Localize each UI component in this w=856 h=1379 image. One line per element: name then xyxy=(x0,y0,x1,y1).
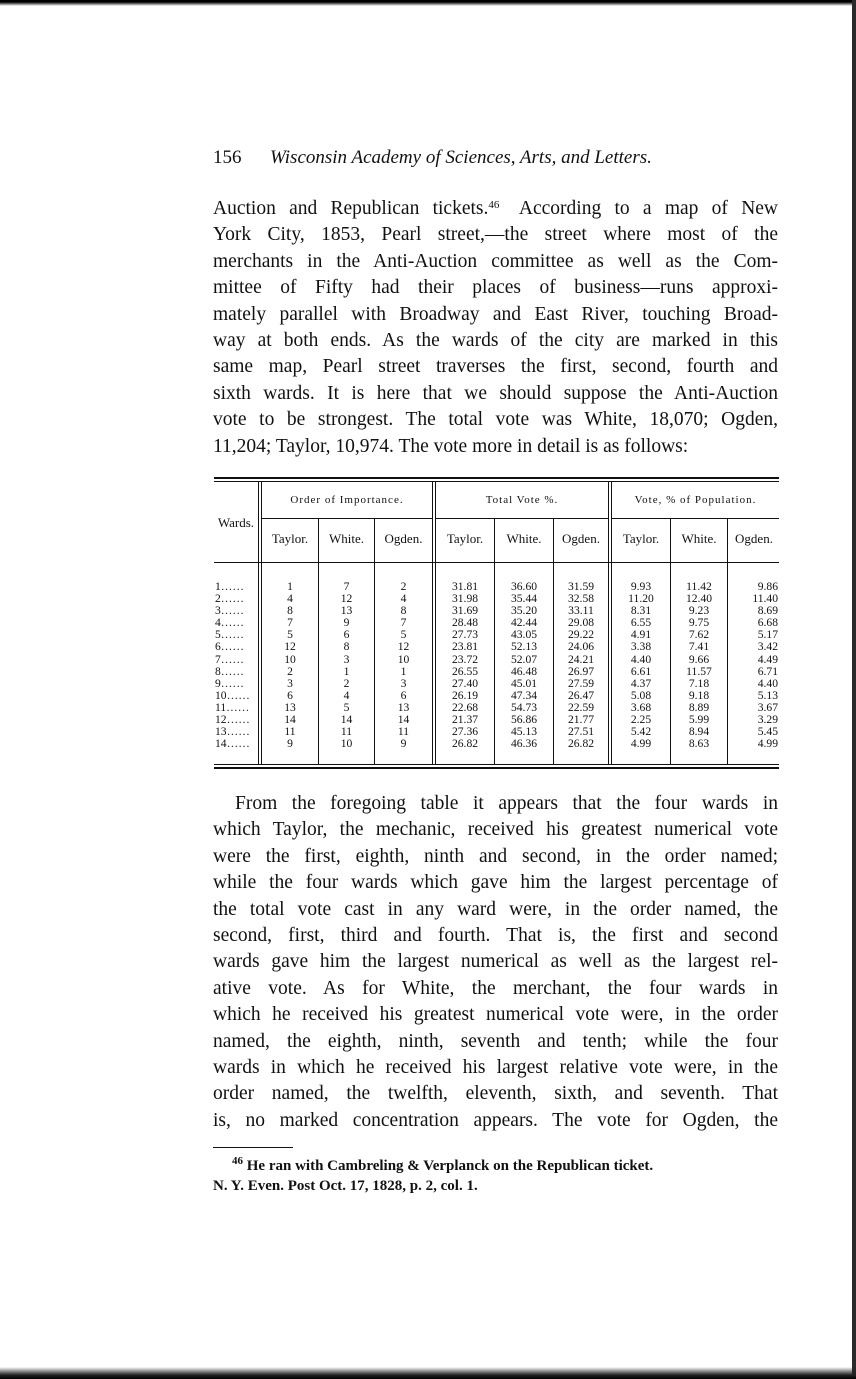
footnote-ref: 46 xyxy=(488,199,500,211)
text-line: same map, Pearl street traverses the first, second, fourth and xyxy=(213,356,778,378)
table-bottom-rule xyxy=(214,764,779,769)
column-order-ogden: 2 4 8 7 5 12 10 1 3 6 13 14 11 9 xyxy=(397,580,410,751)
scan-edge-bottom xyxy=(0,1367,856,1379)
footnote-number: 46 xyxy=(232,1155,243,1167)
text-line: while the four wards which gave him the largest percentage of xyxy=(213,872,778,894)
column-pop-taylor: 9.93 11.20 8.31 6.55 4.91 3.38 4.40 6.61 4.37 5.08 3.68 2.25 5.42 4.99 xyxy=(628,580,654,751)
text-line: which he received his greatest numerical vote were, in the order xyxy=(213,1004,778,1026)
column-order-white: 7 12 13 9 6 8 3 1 2 4 5 14 11 10 xyxy=(340,580,353,751)
subheader-cell: White. xyxy=(328,531,364,546)
subheader-cell: Ogden. xyxy=(562,531,600,546)
table-rule xyxy=(612,518,779,519)
footnote xyxy=(213,1155,780,1196)
footnote-rule xyxy=(213,1147,293,1148)
group-header-population: Vote, % of Population. xyxy=(634,494,757,506)
text-line: named, the eighth, ninth, seventh and tenth; while the four xyxy=(213,1030,778,1052)
footnote-line: He ran with Cambreling & Verplanck on the Republican ticket. xyxy=(246,1158,654,1174)
column-wards: 1…… 2…… 3…… 4…… 5…… 6…… 7…… 8…… 9…… 10…… 11…… 12…… 13…… 14…… xyxy=(215,580,250,751)
text-line: merchants in the Anti-Auction committee as well as the Com- xyxy=(213,250,778,272)
column-order-taylor: 1 4 8 7 5 12 10 2 3 6 13 14 11 9 xyxy=(284,580,296,751)
text-line: ative vote. As for White, the merchant, the four wards in xyxy=(213,977,778,999)
subheader-cell: Ogden. xyxy=(735,531,773,546)
scan-edge-right xyxy=(852,0,856,1379)
text-line: were the first, eighth, ninth and second, in the order named; xyxy=(213,845,778,867)
text-line: order named, the twelfth, eleventh, sixth, and seventh. That xyxy=(213,1083,778,1105)
footnote-line: N. Y. Even. Post Oct. 17, 1828, p. 2, col. 1. xyxy=(213,1178,478,1194)
wards-header: Wards. xyxy=(217,515,255,530)
text-span: Auction and Republican tickets. xyxy=(213,198,489,219)
scan-edge-top xyxy=(0,0,856,6)
subheader-cell: Taylor. xyxy=(271,531,309,546)
column-total-ogden: 31.59 32.58 33.11 29.08 29.22 24.06 24.21 26.97 27.59 26.47 22.59 21.77 27.51 26.82 xyxy=(567,580,595,751)
text-line: 11,204; Taylor, 10,974. The vote more in detail is as follows: xyxy=(213,435,689,457)
text-line: mittee of Fifty had their places of business—runs approxi- xyxy=(213,277,778,299)
page-number: 156 xyxy=(213,147,242,168)
text-line: From the foregoing table it appears that the four wards in xyxy=(235,793,778,814)
column-pop-white: 11.42 12.40 9.23 9.75 7.62 7.41 9.66 11.57 7.18 9.18 8.89 5.99 8.94 8.63 xyxy=(685,580,713,751)
table-rule xyxy=(262,518,432,519)
table-rule xyxy=(214,562,779,563)
group-header-order: Order of Importance. xyxy=(290,494,404,506)
text-span: According to a map of New xyxy=(499,198,779,219)
text-line: which Taylor, the mechanic, received his greatest numerical vote xyxy=(213,819,778,841)
column-total-taylor: 31.81 31.98 31.69 28.48 27.73 23.81 23.72 26.55 27.40 26.19 22.68 21.37 27.36 26.82 xyxy=(451,580,479,751)
subheader-cell: Taylor. xyxy=(446,531,484,546)
paragraph-analysis xyxy=(213,791,778,1134)
text-line: vote to be strongest. The total vote was White, 18,070; Ogden, xyxy=(213,409,778,431)
text-line: mately parallel with Broadway and East River, touching Broad- xyxy=(213,303,778,325)
subheader-cell: Taylor. xyxy=(622,531,660,546)
running-title: Wisconsin Academy of Sciences, Arts, and Letters. xyxy=(270,147,652,168)
paragraph-intro xyxy=(213,196,778,460)
table-top-rule xyxy=(214,477,779,482)
group-header-total: Total Vote %. xyxy=(485,494,559,506)
text-line: way at both ends. As the wards of the city are marked in this xyxy=(213,329,778,351)
text-line: wards gave him the largest numerical as well as the largest rel- xyxy=(213,951,778,973)
subheader-cell: White. xyxy=(506,531,542,546)
text-line: wards in which he received his largest relative vote were, in the xyxy=(213,1056,778,1078)
text-line: is, no marked concentration appears. The vote for Ogden, the xyxy=(213,1109,778,1131)
running-header xyxy=(213,147,783,175)
text-line: the total vote cast in any ward were, in the order named, the xyxy=(213,898,778,920)
text-line: York City, 1853, Pearl street,—the street where most of the xyxy=(213,224,778,246)
text-line xyxy=(213,196,778,222)
table-rule xyxy=(436,518,608,519)
column-pop-ogden: 9.86 11.40 8.69 6.68 5.17 3.42 4.49 6.71 4.40 5.13 3.67 3.29 5.45 4.99 xyxy=(752,580,778,751)
subheader-cell: Ogden. xyxy=(384,531,423,546)
text-line: sixth wards. It is here that we should suppose the Anti-Auction xyxy=(213,382,778,404)
text-line: second, first, third and fourth. That is, the first and second xyxy=(213,924,778,946)
subheader-cell: White. xyxy=(681,531,717,546)
column-total-white: 36.60 35.44 35.20 42.44 43.05 52.13 52.07 46.48 45.01 47.34 54.73 56.86 45.13 46.36 xyxy=(510,580,538,751)
